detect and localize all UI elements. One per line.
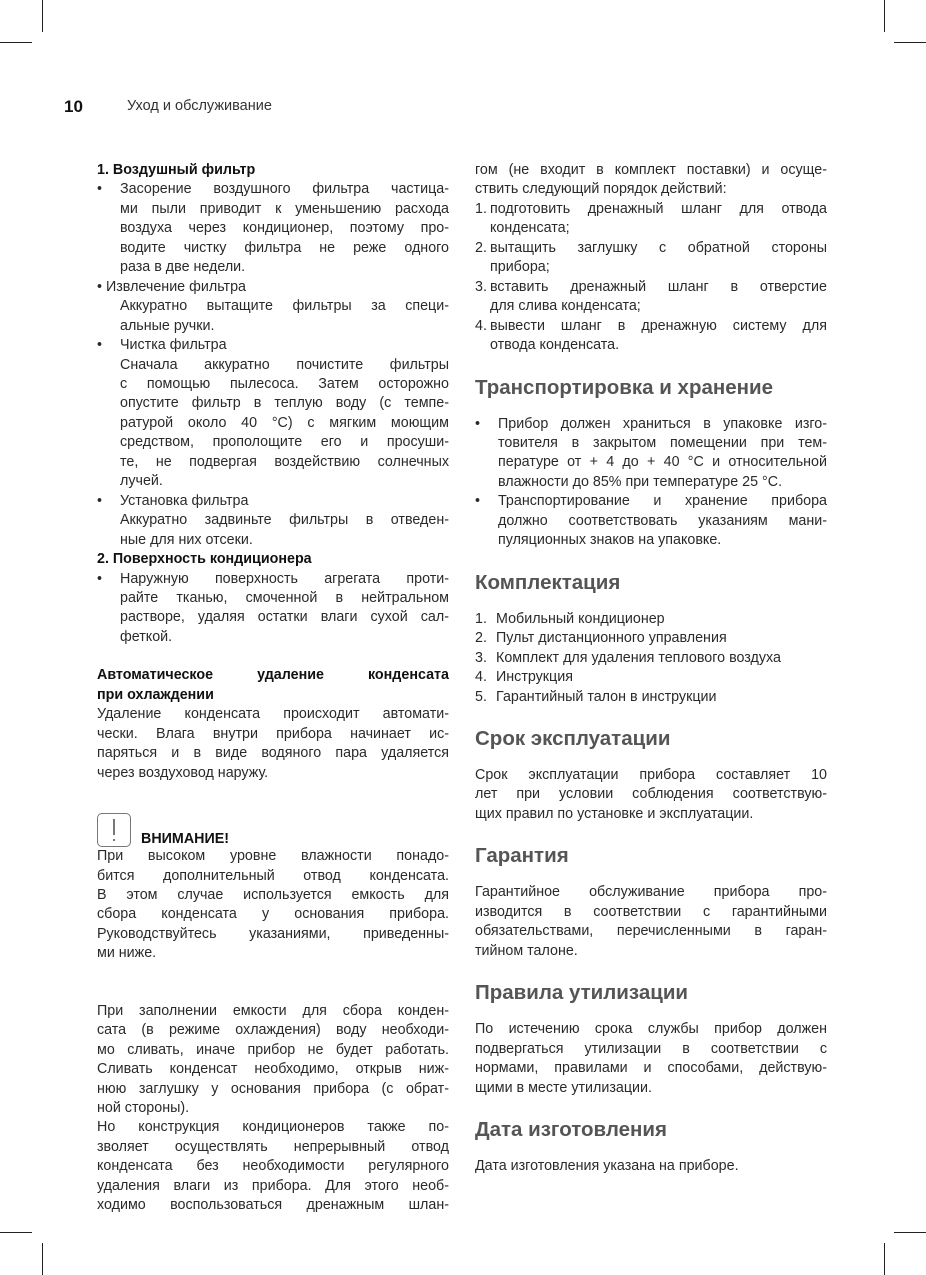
text-line: Удаление конденсата происходит автомати- <box>97 706 449 723</box>
text-line: вытащить заглушку с обратной стороны <box>490 239 827 256</box>
spacer <box>97 983 449 1002</box>
list-marker: 3. <box>475 278 487 295</box>
paragraph <box>475 1157 827 1176</box>
text-line: удаления влаги из прибора. Для этого необ- <box>97 1177 449 1194</box>
paragraph <box>475 766 827 824</box>
text-line: Инструкция <box>496 669 573 686</box>
list-marker: • <box>97 337 103 354</box>
list-item <box>97 336 449 355</box>
text-line: Аккуратно вытащите фильтры за специ- <box>120 298 449 315</box>
text-line: Пульт дистанционного управления <box>496 630 727 647</box>
text-line: тийном талоне. <box>475 942 578 959</box>
text-line: Дата изготовления указана на приборе. <box>475 1157 739 1174</box>
text-line: Наружную поверхность агрегата проти- <box>120 570 449 587</box>
bold-heading <box>97 666 449 705</box>
text-line: Прибор должен храниться в упаковке изго- <box>498 415 827 432</box>
crop-mark <box>0 1232 32 1233</box>
text-line: пературе от + 4 до + 40 °С и относительной <box>498 454 827 471</box>
text-line: щими в месте утилизации. <box>475 1079 652 1096</box>
list-marker: • <box>97 492 103 509</box>
text-line: чески. Влага внутри прибора начинает ис- <box>97 725 449 742</box>
spacer <box>97 964 449 983</box>
text-line: прибора; <box>490 259 550 276</box>
text-line: водите чистку фильтра не реже одного <box>120 239 449 256</box>
crop-mark <box>42 1243 43 1275</box>
text-line: Руководствуйтесь указаниями, приведенны- <box>97 925 449 942</box>
list-marker: 2. <box>475 239 487 256</box>
text-line: Гарантийный талон в инструкции <box>496 688 717 705</box>
text-line: щих правил по установке и эксплуатации. <box>475 805 754 822</box>
list-item <box>475 492 827 550</box>
paragraph <box>475 161 827 200</box>
page-number: 10 <box>64 97 83 116</box>
list-marker: • <box>475 493 481 510</box>
section-heading: Комплектация <box>475 570 621 594</box>
paragraph <box>97 278 449 297</box>
text-line: райте тканью, смоченной в нейтральном <box>120 589 449 606</box>
list-item <box>97 492 449 511</box>
text-line: нормами, правилами и способами, действую- <box>475 1060 827 1077</box>
text-line: • Извлечение фильтра <box>97 278 246 295</box>
text-line: Засорение воздушного фильтра частица- <box>120 181 449 198</box>
list-marker: 5. <box>475 688 487 705</box>
text-line: Мобильный кондиционер <box>496 610 665 627</box>
section-heading: Транспортировка и хранение <box>475 375 774 399</box>
text-line: конденсата без необходимости регулярного <box>97 1158 449 1175</box>
text-line: Сначала аккуратно почистите фильтры <box>120 356 449 373</box>
text-line: раза в две недели. <box>120 259 246 276</box>
text-line: Гарантийное обслуживание прибора про- <box>475 884 827 901</box>
text-line: лучей. <box>120 473 163 490</box>
section-heading: Гарантия <box>475 844 569 868</box>
text-line: феткой. <box>120 628 173 645</box>
paragraph <box>97 705 449 783</box>
exclamation-icon <box>97 813 131 847</box>
crop-mark <box>884 1243 885 1275</box>
text-line: Транспортирование и хранение прибора <box>498 493 827 510</box>
text-line: ствить следующий порядок действий: <box>475 181 727 198</box>
text-line: с помощью пылесоса. Затем осторожно <box>120 375 449 392</box>
text-line: лет при условии соблюдения соответствую- <box>475 786 827 803</box>
list-item <box>475 239 827 278</box>
list-marker: 2. <box>475 630 487 647</box>
paragraph <box>97 1002 449 1119</box>
crop-mark <box>894 1232 926 1233</box>
text-line: ратурой около 40 °С) с мягким моющим <box>120 414 449 431</box>
text-line: через воздуховод наружу. <box>97 764 269 781</box>
text-line: гом (не входит в комплект поставки) и осуще- <box>475 162 827 178</box>
text-line: Чистка фильтра <box>120 337 227 354</box>
indented-paragraph <box>97 297 449 336</box>
text-line: товителя в закрытом помещении при тем- <box>498 434 827 451</box>
text-line: воздуха через кондиционер, поэтому про- <box>120 220 449 237</box>
text-line: Комплект для удаления теплового воздуха <box>496 649 781 666</box>
subheading: 2. Поверхность кондиционера <box>97 551 312 568</box>
text-line: ми пыли приводит к уменьшению расхода <box>120 200 449 217</box>
list-item <box>97 180 449 277</box>
text-line: паряться и в виде водяного пара удаляется <box>97 745 449 762</box>
subheading: 1. Воздушный фильтр <box>97 162 256 178</box>
list-marker: 1. <box>475 610 487 627</box>
text-line: те, не подвергая воздействию солнечных <box>120 453 449 470</box>
list-marker: • <box>475 415 481 432</box>
paragraph <box>475 883 827 961</box>
list-item <box>475 649 827 668</box>
paragraph <box>97 847 449 964</box>
text-line: В этом случае используется емкость для <box>97 886 449 903</box>
text-line: Сливать конденсат необходимо, открыв ниж- <box>97 1061 449 1078</box>
indented-paragraph <box>97 356 449 492</box>
text-line: сбора конденсата у основания прибора. <box>97 906 449 923</box>
list-marker: • <box>97 181 103 198</box>
text-line: мо сливать, иначе прибор не будет работать. <box>97 1041 449 1058</box>
crop-mark <box>884 0 885 32</box>
text-line: вставить дренажный шланг в отверстие <box>490 278 827 295</box>
list-item <box>475 317 827 356</box>
text-line: при охлаждении <box>97 686 214 703</box>
text-line: Автоматическое удаление конденсата <box>97 667 449 684</box>
list-marker: 1. <box>475 200 487 217</box>
text-line: отвода конденсата. <box>490 337 620 354</box>
paragraph <box>97 1118 449 1215</box>
list-marker: 3. <box>475 649 487 666</box>
text-line: ми ниже. <box>97 945 157 962</box>
list-item <box>475 610 827 629</box>
text-line: Срок эксплуатации прибора составляет 10 <box>475 766 827 783</box>
text-line: Аккуратно задвиньте фильтры в отведен- <box>120 512 449 529</box>
list-marker: 4. <box>475 669 487 686</box>
text-line: ные для них отсеки. <box>120 531 253 548</box>
text-line: По истечению срока службы прибор должен <box>475 1021 827 1038</box>
list-item <box>475 200 827 239</box>
text-line: сата (в режиме охлаждения) воду необходи- <box>97 1022 449 1039</box>
text-line: Установка фильтра <box>120 492 249 509</box>
warning-block <box>97 813 449 847</box>
text-line: подвергаться утилизации в соответствии с <box>475 1040 827 1057</box>
crop-mark <box>894 42 926 43</box>
text-line: конденсата; <box>490 220 570 237</box>
paragraph <box>475 1020 827 1098</box>
list-item <box>475 278 827 317</box>
text-line: При заполнении емкости для сбора конден- <box>97 1002 449 1019</box>
running-header: Уход и обслуживание <box>127 98 272 114</box>
text-line: нюю заглушку у основания прибора (с обрат- <box>97 1080 449 1097</box>
crop-mark <box>0 42 32 43</box>
text-line: ной стороны). <box>97 1100 190 1117</box>
text-line: подготовить дренажный шланг для отвода <box>490 200 827 217</box>
text-line: пуляционных знаков на упаковке. <box>498 532 722 549</box>
text-line: бится дополнительный отвод конденсата. <box>97 867 449 884</box>
text-line: ходимо воспользоваться дренажным шлан- <box>97 1197 449 1214</box>
list-item <box>475 415 827 493</box>
text-line: влажности до 85% при температуре 25 °С. <box>498 473 783 490</box>
text-line: обязательствами, перечисленными в гаран- <box>475 923 827 940</box>
text-line: Но конструкция кондиционеров также по- <box>97 1119 449 1136</box>
list-marker: • <box>97 570 103 587</box>
list-marker: 4. <box>475 317 487 334</box>
list-item <box>97 570 449 648</box>
text-line: зволяет осуществлять непрерывный отвод <box>97 1138 449 1155</box>
crop-mark <box>42 0 43 32</box>
text-line: альные ручки. <box>120 317 215 334</box>
indented-paragraph <box>97 511 449 550</box>
list-item <box>475 688 827 707</box>
text-line: опустите фильтр в теплую воду (с темпе- <box>120 395 449 412</box>
right-column <box>475 161 827 1176</box>
left-column <box>97 161 449 1216</box>
list-item <box>475 629 827 648</box>
list-item <box>475 668 827 687</box>
text-line: изводится в соответствии с гарантийными <box>475 903 827 920</box>
text-line: растворе, удаляя остатки влаги сухой сал- <box>120 609 449 626</box>
text-line: для слива конденсата; <box>490 298 641 315</box>
warning-title: ВНИМАНИЕ! <box>141 831 230 848</box>
text-line: вывести шланг в дренажную систему для <box>490 317 827 334</box>
text-line: средством, прополощите его и просуши- <box>120 434 449 451</box>
section-heading: Срок эксплуатации <box>475 726 671 750</box>
spacer <box>97 647 449 666</box>
section-heading: Правила утилизации <box>475 981 689 1005</box>
section-heading: Дата изготовления <box>475 1117 667 1141</box>
text-line: При высоком уровне влажности понадо- <box>97 848 449 865</box>
text-line: должно соответствовать указаниям мани- <box>498 512 827 529</box>
